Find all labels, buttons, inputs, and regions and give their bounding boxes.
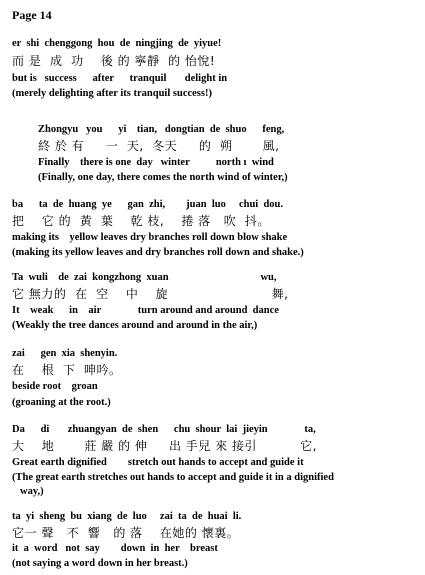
stanza-3-pinyin: ba ta de huang ye gan zhi, juan luo chui dou. [12, 199, 284, 210]
stanza-6-pinyin: Da di zhuangyan de shen chu shour lai jieyin ta, [12, 424, 316, 435]
stanza-6-translation-cont: way,) [20, 486, 44, 497]
stanza-2-english: Finally there is one day winter north ı wind [38, 157, 274, 168]
stanza-5-pinyin: zai gen xia shenyin. [12, 348, 118, 359]
stanza-3-chinese: 把 它 的 黃 葉 乾 枝, 捲 落 吹 抖。 [12, 214, 270, 228]
stanza-4-pinyin: Ta wuli de zai kongzhong xuan wu, [12, 272, 277, 283]
stanza-4-english: It weak in air turn around and around dance [12, 305, 279, 316]
stanza-6-translation: (The great earth stretches out hands to accept and guide it in a dignified [12, 472, 334, 483]
stanza-5-translation: (groaning at the root.) [12, 397, 111, 408]
stanza-7-chinese: 它一 聲 不 響 的 落 在她的 懷裏。 [12, 526, 240, 540]
stanza-4-translation: (Weakly the tree dances around and around in the air,) [12, 320, 258, 331]
stanza-5-chinese: 在 根 下 呻吟。 [12, 363, 122, 377]
stanza-2-pinyin: Zhongyu you yi tian, dongtian de shuo feng, [38, 124, 285, 135]
stanza-7-english: it a word not say down in her breast [12, 543, 218, 554]
page-title: Page 14 [12, 8, 52, 22]
stanza-4-chinese: 它 無力的 在 空 中 旋 舞, [12, 287, 289, 301]
stanza-7-pinyin: ta yi sheng bu xiang de luo zai ta de huai li. [12, 511, 242, 522]
stanza-6-english: Great earth dignified stretch out hands to accept and guide it [12, 457, 304, 468]
stanza-2-chinese: 終 於 有 一 天, 冬天 的 朔 風, [38, 139, 280, 153]
stanza-1-english: but is success after tranquil delight in [12, 73, 228, 84]
stanza-2-translation: (Finally, one day, there comes the north wind of winter,) [38, 172, 288, 183]
stanza-1-chinese: 而 是 成 功 後 的 寧靜 的 怡悅! [12, 54, 216, 68]
stanza-3-english: making its yellow leaves dry branches roll down blow shake [12, 232, 288, 243]
stanza-6-chinese: 大 地 莊 嚴 的 伸 出 手兒 來 接引 它, [12, 439, 317, 453]
stanza-1-pinyin: er shi chenggong hou de ningjing de yiyue! [12, 38, 222, 49]
stanza-5-english: beside root groan [12, 381, 98, 392]
stanza-7-translation: (not saying a word down in her breast.) [12, 558, 188, 569]
stanza-1-translation: (merely delighting after its tranquil success!) [12, 88, 212, 99]
stanza-3-translation: (making its yellow leaves and dry branches roll down and shake.) [12, 247, 304, 258]
